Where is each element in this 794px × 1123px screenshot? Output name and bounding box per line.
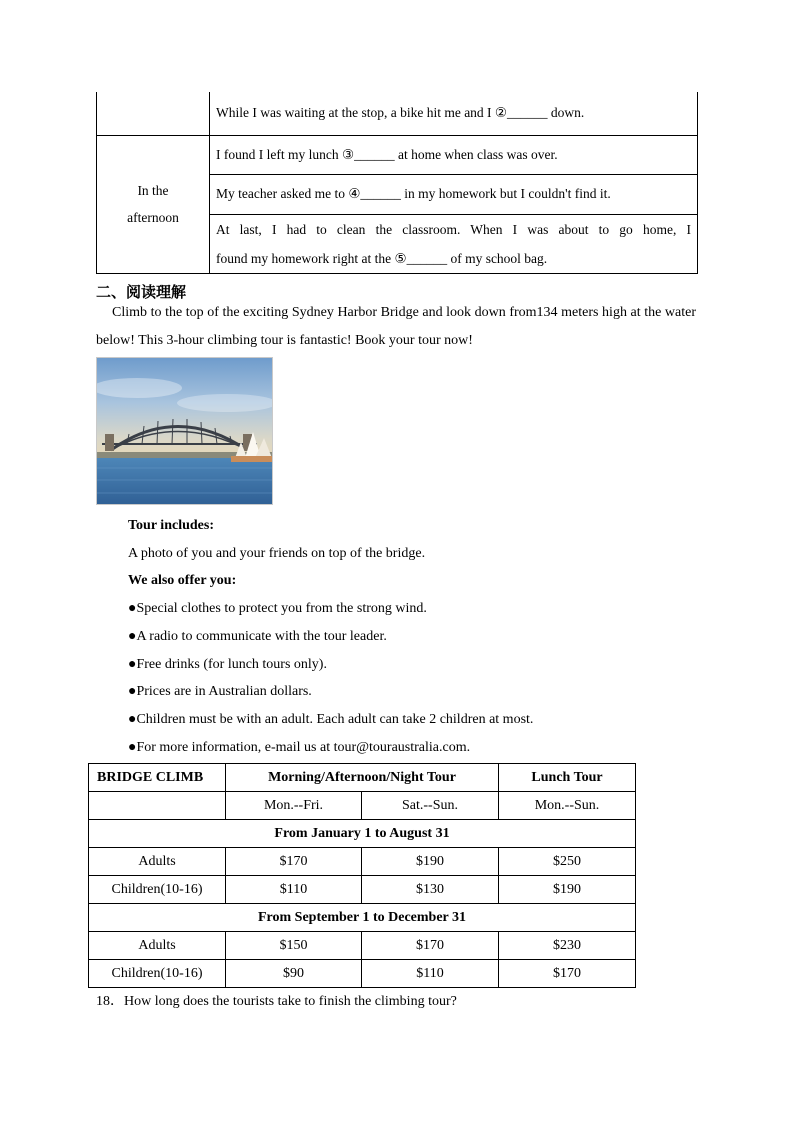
table-cell: $110 — [226, 876, 362, 904]
day-cell: Mon.--Fri. — [226, 792, 362, 820]
row4-cell — [210, 214, 698, 273]
table-cell: $170 — [226, 848, 362, 876]
table-row — [89, 904, 636, 932]
row4-line2: found my homework right at the ⑤______ of my school bag. — [216, 250, 548, 266]
bridge-photo — [96, 357, 273, 505]
empty-cell — [89, 792, 226, 820]
table-cell: $190 — [499, 876, 636, 904]
table-row — [89, 876, 636, 904]
bridge-illustration — [97, 358, 273, 505]
schedule-table — [96, 92, 698, 274]
afternoon-label — [97, 135, 210, 273]
list-item: ●Children must be with an adult. Each adult can take 2 children at most. — [128, 711, 534, 727]
list-item: ●Prices are in Australian dollars. — [128, 684, 312, 700]
afternoon-label-line2: afternoon — [127, 209, 179, 225]
table-cell: $250 — [499, 848, 636, 876]
table-cell: $130 — [362, 876, 499, 904]
table-cell: Adults — [89, 932, 226, 960]
table-cell: $230 — [499, 932, 636, 960]
question-18: 18．How long does the tourists take to finish the climbing tour? — [96, 994, 457, 1009]
header-cell: Lunch Tour — [499, 764, 636, 792]
day-cell: Sat.--Sun. — [362, 792, 499, 820]
intro-paragraph — [96, 299, 696, 355]
list-item: ●For more information, e-mail us at tour@touraustralia.com. — [128, 739, 471, 755]
table-row — [89, 932, 636, 960]
section-heading: 二、阅读理解 — [96, 283, 187, 301]
table-row — [89, 792, 636, 820]
list-item: ●Free drinks (for lunch tours only). — [128, 656, 327, 672]
afternoon-label-line1: In the — [137, 182, 169, 198]
table-cell: Children(10-16) — [89, 960, 226, 988]
offer-label: We also offer you: — [128, 573, 237, 589]
tour-info — [128, 512, 533, 761]
row4-line1: At last, I had to clean the classroom. When I was about to go home, I — [216, 221, 691, 237]
list-item: ●A radio to communicate with the tour leader. — [128, 628, 387, 644]
row1-cell: While I was waiting at the stop, a bike hit me and I ②______ down. — [210, 92, 698, 135]
table-row — [89, 764, 636, 792]
table-row — [89, 848, 636, 876]
table-cell: $190 — [362, 848, 499, 876]
table-cell: $170 — [362, 932, 499, 960]
intro-text: Climb to the top of the exciting Sydney Harbor Bridge and look down from134 meters high at the water below! This 3-hour climbing tour is fantastic! Book your tour now! — [96, 305, 696, 348]
header-cell: BRIDGE CLIMB — [89, 764, 226, 792]
table-cell: $170 — [499, 960, 636, 988]
tour-includes-label: Tour includes: — [128, 518, 214, 533]
table-cell: $90 — [226, 960, 362, 988]
table-row — [97, 135, 698, 174]
table-cell: $150 — [226, 932, 362, 960]
price-table — [88, 763, 636, 988]
table-cell: Children(10-16) — [89, 876, 226, 904]
table-row — [89, 820, 636, 848]
empty-cell — [97, 92, 210, 135]
list-item: ●Special clothes to protect you from the strong wind. — [128, 601, 427, 617]
table-cell: $110 — [362, 960, 499, 988]
row2-cell: I found I left my lunch ③______ at home when class was over. — [210, 135, 698, 174]
table-row — [97, 92, 698, 135]
table-row — [89, 960, 636, 988]
table-cell: Adults — [89, 848, 226, 876]
tour-includes-text: A photo of you and your friends on top of the bridge. — [128, 545, 426, 561]
period-cell: From September 1 to December 31 — [89, 904, 636, 932]
row3-cell: My teacher asked me to ④______ in my homework but I couldn't find it. — [210, 174, 698, 214]
period-cell: From January 1 to August 31 — [89, 820, 636, 848]
header-cell: Morning/Afternoon/Night Tour — [226, 764, 499, 792]
day-cell: Mon.--Sun. — [499, 792, 636, 820]
